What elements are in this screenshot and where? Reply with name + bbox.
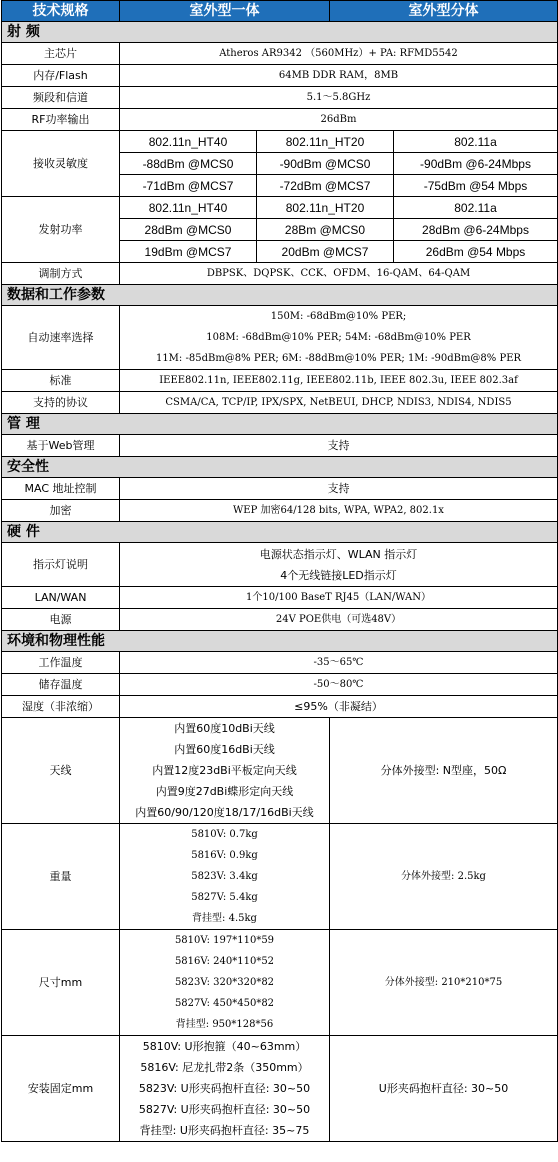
row-label-antenna: 天线 (2, 718, 120, 824)
size-line: 背挂型: 950*128*56 (175, 1019, 274, 1030)
mount-line: 5827V: U形夹码抱杆直径: 30~50 (138, 1103, 311, 1116)
row-label-mount: 安装固定mm (2, 1036, 120, 1142)
row-label-rxsens: 接收灵敏度 (2, 131, 120, 197)
txpower-cell: 20dBm @MCS7 (257, 241, 394, 263)
rxsens-cell: -90dBm @MCS0 (257, 153, 394, 175)
section-hardware: 硬 件 (2, 522, 558, 543)
row-value-memory: 64MB DDR RAM，8MB (120, 65, 558, 87)
section-rf: 射 频 (2, 22, 558, 43)
weight-line: 5827V: 5.4kg (191, 892, 258, 903)
rxsens-cell: -90dBm @6-24Mbps (394, 153, 558, 175)
row-value-autorate (120, 306, 558, 370)
mount-line: 5816V: 尼龙扎带2条（350mm） (140, 1061, 309, 1074)
rxsens-cell: 802.11a (394, 131, 558, 153)
row-value-encrypt: WEP 加密64/128 bits, WPA, WPA2, 802.1x (120, 500, 558, 522)
led-line: 电源状态指示灯、WLAN 指示灯 (259, 547, 418, 561)
mount-split: U形夹码抱杆直径: 30~50 (330, 1036, 558, 1142)
antenna-line: 内置60/90/120度18/17/16dBi天线 (135, 806, 314, 819)
weight-line: 5810V: 0.7kg (191, 829, 258, 840)
rxsens-cell: -71dBm @MCS7 (120, 175, 257, 197)
spec-table (1, 0, 558, 1142)
row-value-standard: IEEE802.11n, IEEE802.11g, IEEE802.11b, IEEE 802.3u, IEEE 802.3af (120, 370, 558, 392)
mount-line: 5823V: U形夹码抱杆直径: 30~50 (138, 1082, 311, 1095)
autorate-line: 108M: -68dBm@10% PER; 54M: -68dBm@10% PER (206, 332, 471, 343)
rxsens-cell: 802.11n_HT20 (257, 131, 394, 153)
row-label-web: 基于Web管理 (2, 435, 120, 457)
row-label-protocols: 支持的协议 (2, 392, 120, 414)
antenna-line: 内置60度16dBi天线 (174, 743, 275, 756)
weight-split: 分体外接型: 2.5kg (330, 824, 558, 930)
row-label-band: 频段和信道 (2, 87, 120, 109)
mount-line: 背挂型: U形夹码抱杆直径: 35~75 (139, 1124, 310, 1137)
row-label-chip: 主芯片 (2, 43, 120, 65)
section-mgmt: 管 理 (2, 414, 558, 435)
row-value-web: 支持 (120, 435, 558, 457)
section-env: 环境和物理性能 (2, 631, 558, 652)
antenna-split: 分体外接型: N型座，50Ω (330, 718, 558, 824)
size-line: 5827V: 450*450*82 (174, 998, 275, 1009)
txpower-cell: 19dBm @MCS7 (120, 241, 257, 263)
antenna-line: 内置60度10dBi天线 (174, 722, 275, 735)
txpower-cell: 802.11n_HT20 (257, 197, 394, 219)
autorate-line: 150M: -68dBm@10% PER; (270, 311, 407, 322)
row-label-humidity: 湿度（非浓缩） (2, 696, 120, 718)
row-label-sttemp: 储存温度 (2, 674, 120, 696)
rxsens-cell: -75dBm @54 Mbps (394, 175, 558, 197)
size-integrated (120, 930, 330, 1036)
mount-integrated (120, 1036, 330, 1142)
antenna-integrated (120, 718, 330, 824)
header-split: 室外型分体 (330, 1, 558, 22)
row-label-led: 指示灯说明 (2, 543, 120, 587)
row-value-power: 24V POE供电（可选48V） (120, 609, 558, 631)
rxsens-cell: -72dBm @MCS7 (257, 175, 394, 197)
antenna-line: 内置9度27dBi蝶形定向天线 (155, 785, 294, 798)
row-label-lanwan: LAN/WAN (2, 587, 120, 609)
row-label-autorate: 自动速率选择 (2, 306, 120, 370)
header-spec: 技术规格 (2, 1, 120, 22)
row-value-humidity: ≤95%（非凝结） (120, 696, 558, 718)
section-security: 安全性 (2, 457, 558, 478)
row-value-chip: Atheros AR9342 （560MHz）+ PA: RFMD5542 (120, 43, 558, 65)
weight-line: 5816V: 0.9kg (191, 850, 258, 861)
led-line: 4个无线链接LED指示灯 (280, 568, 397, 582)
row-label-txpower: 发射功率 (2, 197, 120, 263)
rxsens-cell: -88dBm @MCS0 (120, 153, 257, 175)
row-value-led (120, 543, 558, 587)
row-label-encrypt: 加密 (2, 500, 120, 522)
table-header (2, 1, 558, 22)
row-label-power: 电源 (2, 609, 120, 631)
size-line: 5823V: 320*320*82 (174, 977, 275, 988)
row-label-memory: 内存/Flash (2, 65, 120, 87)
row-value-band: 5.1～5.8GHz (120, 87, 558, 109)
size-split: 分体外接型: 210*210*75 (330, 930, 558, 1036)
weight-line: 背挂型: 4.5kg (192, 913, 257, 924)
size-line: 5810V: 197*110*59 (174, 935, 275, 946)
row-value-sttemp: -50～80℃ (120, 674, 558, 696)
header-integrated: 室外型一体 (120, 1, 330, 22)
row-label-optemp: 工作温度 (2, 652, 120, 674)
row-label-rfpower: RF功率输出 (2, 109, 120, 131)
txpower-cell: 28dBm @MCS0 (120, 219, 257, 241)
autorate-line: 11M: -85dBm@8% PER; 6M: -88dBm@10% PER; 1M: -90dBm@8% PER (155, 353, 522, 364)
row-label-standard: 标准 (2, 370, 120, 392)
row-label-size: 尺寸mm (2, 930, 120, 1036)
txpower-cell: 26dBm @54 Mbps (394, 241, 558, 263)
txpower-cell: 802.11a (394, 197, 558, 219)
row-label-weight: 重量 (2, 824, 120, 930)
row-value-mac: 支持 (120, 478, 558, 500)
rxsens-cell: 802.11n_HT40 (120, 131, 257, 153)
size-line: 5816V: 240*110*52 (174, 956, 275, 967)
row-value-lanwan: 1个10/100 BaseT RJ45（LAN/WAN） (120, 587, 558, 609)
row-value-optemp: -35～65℃ (120, 652, 558, 674)
txpower-cell: 802.11n_HT40 (120, 197, 257, 219)
txpower-cell: 28dBm @6-24Mbps (394, 219, 558, 241)
section-data: 数据和工作参数 (2, 285, 558, 306)
row-label-mac: MAC 地址控制 (2, 478, 120, 500)
antenna-line: 内置12度23dBi平板定向天线 (152, 764, 297, 777)
mount-line: 5810V: U形抱箍（40~63mm） (142, 1040, 307, 1053)
weight-line: 5823V: 3.4kg (191, 871, 258, 882)
row-label-modulation: 调制方式 (2, 263, 120, 285)
row-value-rfpower: 26dBm (120, 109, 558, 131)
txpower-cell: 28Bm @MCS0 (257, 219, 394, 241)
row-value-protocols: CSMA/CA, TCP/IP, IPX/SPX, NetBEUI, DHCP, NDIS3, NDIS4, NDIS5 (120, 392, 558, 414)
weight-integrated (120, 824, 330, 930)
row-value-modulation: DBPSK、DQPSK、CCK、OFDM、16-QAM、64-QAM (120, 263, 558, 285)
